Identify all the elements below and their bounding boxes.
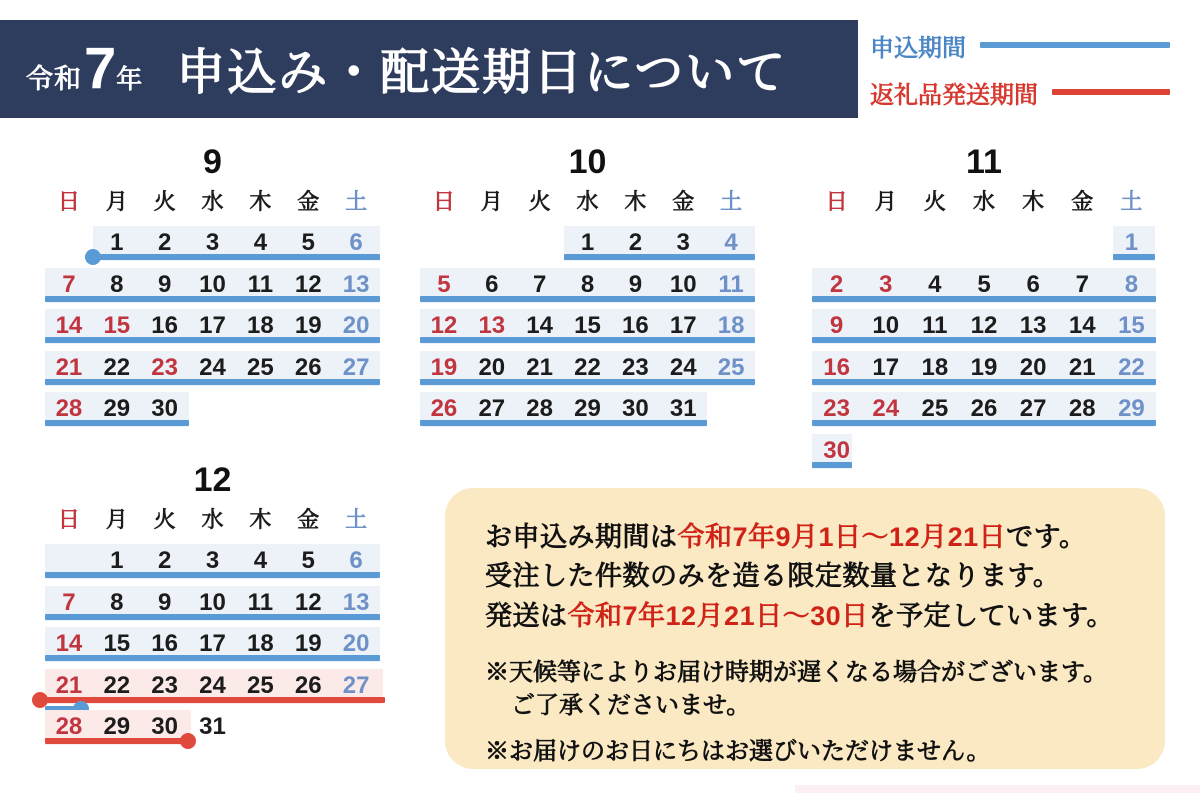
- weekday-header-row: [812, 182, 1156, 218]
- calendar-day: 11: [718, 270, 744, 298]
- week-cells: [420, 226, 755, 261]
- calendar-day: 17: [669, 312, 697, 339]
- calendar-day: 16: [151, 630, 178, 657]
- week-cells: [812, 434, 1156, 469]
- calendar-day: 25: [247, 671, 274, 699]
- month-number: 10: [568, 143, 607, 181]
- calendar-day: 17: [199, 630, 226, 657]
- calendar-day: 23: [823, 395, 850, 422]
- calendar-day: [1107, 434, 1156, 469]
- calendar-week-row: [45, 544, 380, 586]
- info-text: です。: [1006, 522, 1087, 552]
- calendar-day: [1058, 226, 1107, 261]
- calendar-day: [284, 710, 332, 745]
- calendar-day: 4: [928, 270, 942, 298]
- weekday-header: 火: [528, 188, 551, 214]
- weekday-header-row: [45, 182, 380, 218]
- weekday-header: 金: [297, 188, 320, 214]
- calendar-day: 25: [247, 353, 274, 381]
- calendar-day: 21: [55, 671, 83, 699]
- week-cells: [45, 309, 380, 344]
- month-number: 12: [193, 461, 232, 499]
- week-cells: [45, 669, 380, 704]
- weekday-header: 日: [825, 188, 848, 214]
- calendar-day: 12: [970, 312, 998, 339]
- calendar-day: 7: [62, 270, 76, 298]
- calendar-day: 8: [1124, 270, 1139, 298]
- calendar-week-row: [420, 309, 755, 351]
- calendar-day: 26: [294, 353, 322, 381]
- calendar-week-row: [420, 226, 755, 268]
- calendar-day: [516, 226, 564, 261]
- calendar-day: 11: [247, 588, 274, 616]
- calendar-day: [468, 226, 516, 261]
- calendar-day: 10: [872, 312, 900, 339]
- era-year: [26, 36, 143, 101]
- calendar-day: [812, 226, 861, 261]
- calendar-day: 5: [977, 270, 991, 298]
- calendar-day: 2: [628, 229, 643, 256]
- era-label: 令和: [26, 64, 82, 94]
- calendar-day: [1058, 434, 1107, 469]
- calendar-day: 16: [823, 353, 850, 381]
- weekday-header-row: [420, 182, 755, 218]
- calendar-day: [959, 226, 1008, 261]
- calendar-day: 27: [478, 395, 506, 422]
- calendar-day: 1: [110, 547, 124, 574]
- calendar-week-row: [45, 392, 380, 434]
- week-cells: [420, 309, 755, 344]
- weekday-header: 土: [720, 188, 743, 214]
- calendar-day: 20: [342, 312, 370, 339]
- weekday-header: 日: [432, 188, 455, 214]
- calendar-day: 28: [1068, 395, 1096, 422]
- week-cells: [812, 268, 1156, 303]
- calendar-day: 13: [478, 312, 506, 339]
- legend: [870, 30, 1170, 124]
- calendar-day: 21: [1068, 353, 1096, 381]
- info-text: お申込み期間は: [485, 522, 678, 552]
- note-line: ※天候等によりお届け時期が遅くなる場合がございます。: [485, 659, 1108, 687]
- weekday-header: 水: [201, 506, 224, 532]
- calendar-day: 19: [430, 353, 458, 381]
- calendar-day: 14: [526, 312, 553, 339]
- calendar-day: 7: [1075, 270, 1089, 298]
- info-text: 発送は: [485, 600, 568, 631]
- calendar-day: 17: [199, 312, 226, 339]
- calendar-day: [910, 226, 959, 261]
- calendar-day: [861, 226, 910, 261]
- calendar-day: 19: [294, 630, 322, 657]
- calendar-day: 3: [676, 229, 690, 256]
- week-cells: [45, 226, 380, 261]
- calendar-day: 28: [526, 395, 553, 422]
- legend-application-label: 申込期間: [870, 34, 966, 62]
- calendar-day: 9: [157, 270, 172, 298]
- calendar-day: 21: [55, 353, 83, 381]
- calendar-day: 6: [349, 547, 363, 574]
- calendar-day: [1009, 434, 1058, 469]
- weekday-header: 日: [57, 506, 80, 532]
- calendar-day: 23: [622, 353, 649, 381]
- calendar-day: [1009, 226, 1058, 261]
- weekday-header: 水: [972, 188, 995, 214]
- calendar-day: 15: [574, 312, 601, 339]
- calendar-day: [707, 392, 755, 427]
- calendar-day: 26: [294, 671, 322, 699]
- info-line: [485, 557, 1135, 596]
- calendar-day: 13: [1019, 312, 1047, 339]
- calendar-week-row: [812, 392, 1156, 434]
- info-main-text: [485, 518, 1135, 636]
- calendar-week-row: [45, 710, 380, 752]
- calendar-day: 24: [199, 353, 226, 381]
- calendar-day: 30: [151, 713, 178, 740]
- calendar-day: 26: [430, 395, 458, 422]
- calendar-day: 19: [294, 312, 322, 339]
- title-banner: [0, 20, 858, 118]
- info-line: [485, 518, 1135, 557]
- calendar-day: 31: [669, 395, 697, 422]
- weekday-header: 火: [153, 506, 176, 532]
- calendar-month-10: [420, 142, 755, 434]
- calendar-day: 20: [342, 630, 370, 657]
- page-title: 申込み・配送期日について: [176, 46, 788, 100]
- week-cells: [45, 392, 380, 427]
- calendar-day: 16: [151, 312, 178, 339]
- info-text: 受注した件数のみを造る限定数量となります。: [485, 561, 1061, 592]
- calendar-day: 13: [342, 270, 370, 298]
- month-number: 9: [203, 143, 222, 181]
- calendar-week-row: [45, 226, 380, 268]
- calendar-day: 24: [669, 353, 697, 381]
- calendar-week-row: [45, 586, 380, 628]
- calendar-day: 28: [55, 713, 83, 740]
- calendar-day: 14: [55, 630, 83, 657]
- calendar-day: 11: [922, 312, 948, 339]
- calendar-day: [332, 392, 380, 427]
- calendar-day: 29: [103, 713, 131, 740]
- week-cells: [812, 351, 1156, 386]
- calendar-day: 1: [580, 229, 595, 256]
- week-cells: [45, 586, 380, 621]
- calendar-day: 14: [55, 312, 83, 339]
- calendar-day: 8: [580, 270, 595, 298]
- info-box: [445, 488, 1165, 769]
- calendar-day: 18: [247, 312, 274, 339]
- calendar-day: 12: [430, 312, 458, 339]
- calendar-day: 3: [205, 229, 220, 256]
- calendar-day: 15: [103, 630, 131, 657]
- calendar-day: 23: [151, 353, 178, 381]
- calendar-day: 30: [622, 395, 649, 422]
- calendar-day: 10: [199, 588, 226, 616]
- calendar-day: 5: [437, 270, 451, 298]
- calendar-week-row: [45, 669, 380, 711]
- calendar-day: 6: [1026, 270, 1040, 298]
- calendar-day: 29: [1118, 395, 1145, 422]
- calendar-week-row: [812, 309, 1156, 351]
- calendar-day: 2: [157, 547, 172, 574]
- weekday-header: 月: [874, 188, 897, 214]
- calendar-day: [236, 392, 284, 427]
- application-period-line-swatch: [980, 42, 1170, 48]
- calendar-day: 22: [103, 353, 131, 381]
- calendar-day: 18: [717, 312, 745, 339]
- calendar-day: 9: [628, 270, 643, 298]
- calendar-day: 6: [349, 229, 363, 256]
- calendar-day: 9: [157, 588, 172, 616]
- note-line: ※お届けのお日にちはお選びいただけません。: [485, 738, 991, 766]
- info-notes: [485, 656, 1135, 768]
- info-date-highlight: 令和7年9月1日～12月21日: [677, 522, 1007, 552]
- weekday-header: 土: [1120, 188, 1143, 214]
- weekday-header: 金: [297, 506, 320, 532]
- calendar-day: 24: [199, 671, 226, 699]
- calendar-week-row: [812, 268, 1156, 310]
- note-line: ご了承くださいませ。: [511, 692, 751, 720]
- calendar-day: 24: [872, 395, 900, 422]
- week-cells: [812, 226, 1156, 261]
- calendar-day: 20: [1019, 353, 1047, 381]
- calendar-day: [45, 544, 93, 579]
- weekday-header: 土: [345, 188, 368, 214]
- calendar-day: 15: [1118, 312, 1145, 339]
- calendar-day: 23: [151, 671, 178, 699]
- calendar-day: 2: [157, 229, 172, 256]
- calendar-day: 22: [574, 353, 601, 381]
- weekday-header: 金: [672, 188, 695, 214]
- calendar-day: 8: [110, 588, 124, 616]
- calendar-week-row: [812, 434, 1156, 476]
- calendar-day: 31: [199, 713, 226, 740]
- calendar-day: 4: [253, 229, 268, 256]
- info-date-highlight: 令和7年12月21日～30日: [567, 600, 869, 631]
- calendar-day: 11: [247, 270, 274, 298]
- weekday-header: 金: [1071, 188, 1094, 214]
- weekday-header: 土: [345, 506, 368, 532]
- weekday-header: 木: [624, 188, 647, 214]
- calendar-day: 13: [342, 588, 370, 616]
- calendar-day: 7: [532, 270, 547, 298]
- weekday-header: 木: [249, 506, 272, 532]
- week-cells: [45, 627, 380, 662]
- calendar-day: [284, 392, 332, 427]
- calendar-week-row: [45, 351, 380, 393]
- legend-application-period: [870, 30, 1170, 60]
- calendar-month-12: [45, 460, 380, 752]
- calendar-day: 18: [247, 630, 274, 657]
- month-number: 11: [966, 143, 1002, 181]
- calendar-day: 27: [342, 671, 370, 699]
- calendar-day: 30: [823, 436, 850, 464]
- calendar-day: 6: [485, 270, 499, 298]
- calendar-day: 4: [253, 547, 268, 574]
- week-cells: [420, 268, 755, 303]
- calendar-day: [861, 434, 910, 469]
- shipping-period-line-swatch: [1052, 89, 1170, 95]
- calendar-week-row: [45, 268, 380, 310]
- calendar-day: 20: [478, 353, 506, 381]
- calendar-day: 1: [110, 229, 124, 256]
- weekday-header: 日: [57, 188, 80, 214]
- calendar-day: 26: [970, 395, 998, 422]
- calendar-day: 5: [301, 547, 315, 574]
- calendar-day: 14: [1068, 312, 1096, 339]
- bottom-edge-strip: [795, 785, 1200, 793]
- calendar-day: 30: [151, 395, 178, 422]
- calendar-day: 5: [301, 229, 315, 256]
- calendar-day: [910, 434, 959, 469]
- calendar-day: 22: [103, 671, 131, 699]
- calendar-day: 2: [829, 270, 844, 298]
- calendar-day: 17: [872, 353, 900, 381]
- calendar-day: 19: [970, 353, 998, 381]
- weekday-header: 火: [153, 188, 176, 214]
- calendar-week-row: [45, 627, 380, 669]
- calendar-day: 12: [294, 270, 322, 298]
- calendar-week-row: [812, 351, 1156, 393]
- info-line: [485, 597, 1135, 636]
- calendar-day: 1: [1124, 229, 1139, 256]
- era-number: 7: [84, 36, 117, 101]
- calendar-day: 22: [1118, 353, 1145, 381]
- weekday-header: 月: [105, 188, 128, 214]
- calendar-day: 29: [574, 395, 601, 422]
- calendar-day: 25: [717, 353, 745, 381]
- calendar-day: 9: [829, 312, 844, 339]
- calendar-day: [332, 710, 380, 745]
- calendar-day: [420, 226, 468, 261]
- legend-shipping-period: [870, 77, 1170, 107]
- calendar-day: 18: [921, 353, 949, 381]
- calendar-day: 10: [199, 270, 226, 298]
- calendar-day: 10: [669, 270, 697, 298]
- calendar-day: 25: [921, 395, 949, 422]
- calendar-week-row: [812, 226, 1156, 268]
- calendar-day: 3: [205, 547, 220, 574]
- calendar-day: [189, 392, 237, 427]
- era-suffix: 年: [116, 64, 143, 94]
- calendar-day: 16: [622, 312, 649, 339]
- calendar-day: 27: [1019, 395, 1047, 422]
- calendar-day: 21: [526, 353, 553, 381]
- weekday-header: 月: [480, 188, 503, 214]
- weekday-header: 木: [249, 188, 272, 214]
- calendar-day: [45, 226, 93, 261]
- calendar-day: 7: [62, 588, 76, 616]
- calendar-day: [959, 434, 1008, 469]
- week-cells: [812, 392, 1156, 427]
- calendar-week-row: [45, 309, 380, 351]
- week-cells: [420, 351, 755, 386]
- calendar-day: 12: [294, 588, 322, 616]
- week-cells: [45, 544, 380, 579]
- legend-shipping-label: 返礼品発送期間: [870, 81, 1038, 109]
- calendar-day: [236, 710, 284, 745]
- week-cells: [420, 392, 755, 427]
- weekday-header-row: [45, 500, 380, 536]
- weekday-header: 水: [576, 188, 599, 214]
- week-cells: [812, 309, 1156, 344]
- calendar-week-row: [420, 392, 755, 434]
- calendar-week-row: [420, 351, 755, 393]
- weekday-header: 木: [1022, 188, 1045, 214]
- calendar-day: 15: [103, 312, 131, 339]
- calendar-day: 4: [724, 229, 738, 256]
- calendar-month-9: [45, 142, 380, 434]
- calendar-day: 28: [55, 395, 83, 422]
- calendar-day: 3: [879, 270, 893, 298]
- calendar-day: 29: [103, 395, 131, 422]
- week-cells: [45, 710, 380, 745]
- weekday-header: 火: [923, 188, 946, 214]
- calendar-week-row: [420, 268, 755, 310]
- info-text: を予定しています。: [868, 600, 1114, 631]
- week-cells: [45, 268, 380, 303]
- calendar-day: 8: [110, 270, 124, 298]
- week-cells: [45, 351, 380, 386]
- calendar-day: 27: [342, 353, 370, 381]
- weekday-header: 水: [201, 188, 224, 214]
- calendar-month-11: [812, 142, 1156, 475]
- weekday-header: 月: [105, 506, 128, 532]
